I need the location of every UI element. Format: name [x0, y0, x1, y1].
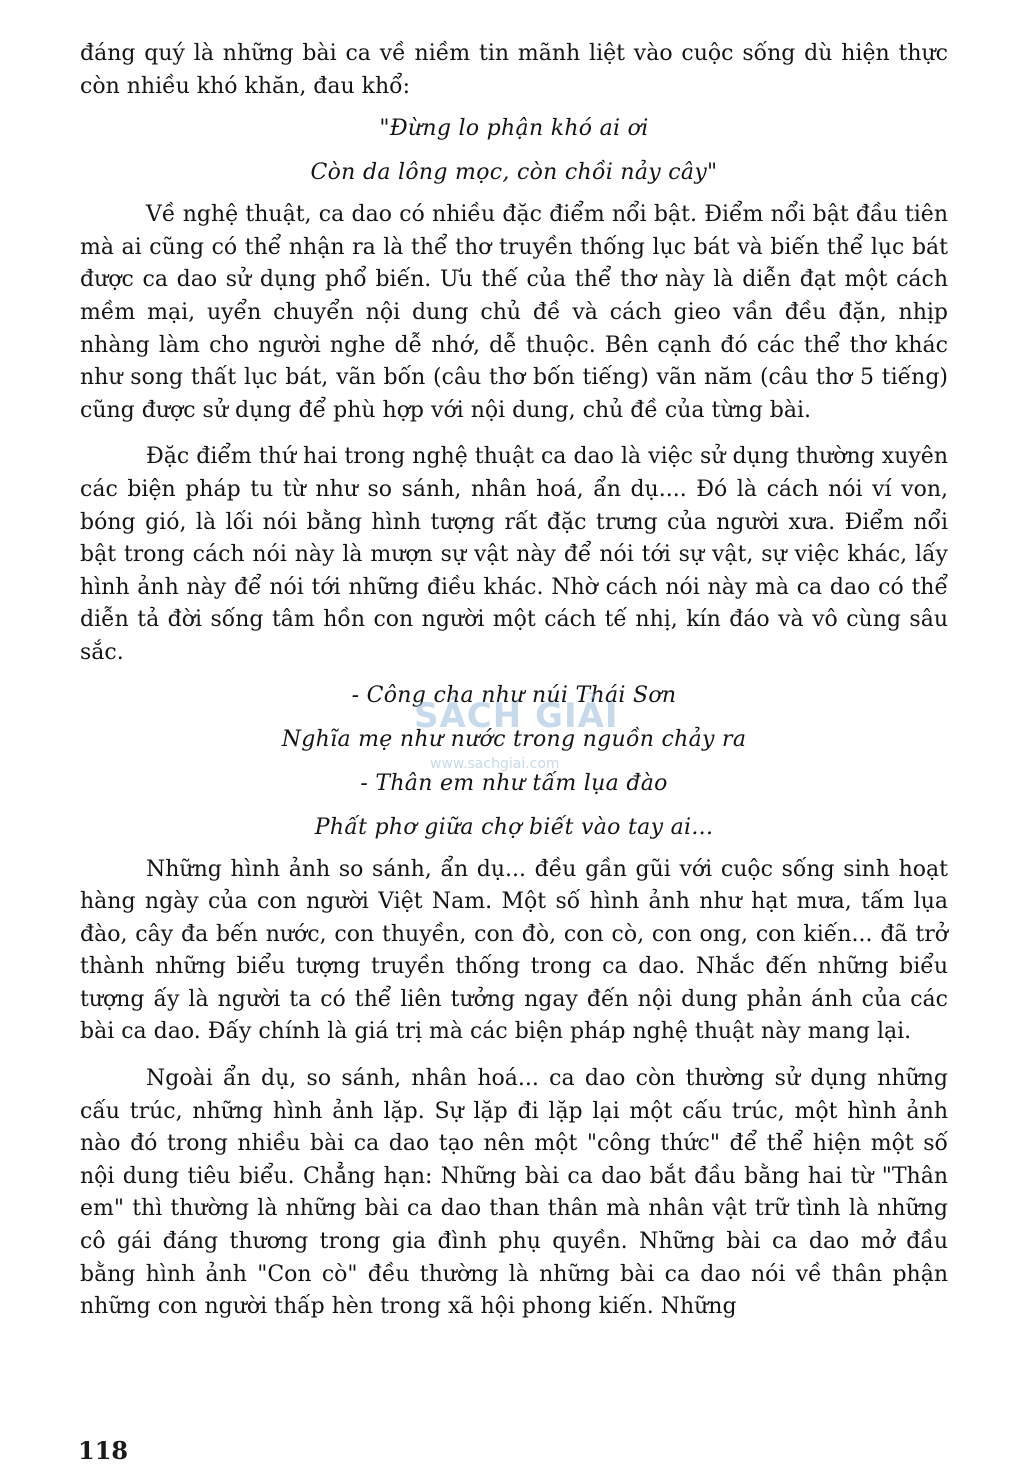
verse-line: "Đừng lo phận khó ai ơi [379, 116, 649, 142]
watermark-brand: SÁCH GIẢI [414, 696, 619, 736]
paragraph: Ngoài ẩn dụ, so sánh, nhân hoá... ca dao còn thường sử dụng những cấu trúc, những hình ảnh lặp. Sự lặp đi lặp lại một cấu trúc, một hình ảnh nào đó trong nhiều bài ca dao tạo nên một "công thức" để thể hiện một số nội dung tiêu biểu. Chẳng hạn: Những bài ca dao bắt đầu bằng hai từ "Thân em" thì thường là những bài ca dao than thân mà nhân vật trữ tình là những cô gái đáng thương trong gia đình phụ quyền. Những bài ca dao mở đầu bằng hình ảnh "Con cò" đều thường là những bài ca dao nói về thân phận những con người thấp hèn trong xã hội phong kiến. Những [80, 1066, 948, 1320]
verse-line: - Công cha như núi Thái Sơn [351, 682, 677, 708]
verse-line: Phất phơ giữa chợ biết vào tay ai... [314, 814, 714, 840]
paragraph: đáng quý là những bài ca về niềm tin mãnh liệt vào cuộc sống dù hiện thực còn nhiều khó khăn, đau khổ: [80, 41, 948, 99]
verse-line: Nghĩa mẹ như nước trong nguồn chảy ra [281, 726, 747, 752]
paragraph: Những hình ảnh so sánh, ẩn dụ... đều gần gũi với cuộc sống sinh hoạt hàng ngày của con người Việt Nam. Một số hình ảnh như hạt mưa, tấm lụa đào, cây đa bến nước, con thuyền, con đò, con cò, con ong, con kiến... đã trở thành những biểu tượng truyền thống trong ca dao. Nhắc đến những biểu tượng ấy là người ta có thể liên tưởng ngay đến nội dung phản ánh của các bài ca dao. Đấy chính là giá trị mà các biện pháp nghệ thuật này mang lại. [80, 856, 948, 1045]
verse-block [80, 107, 948, 195]
verse-line: - Thân em như tấm lụa đào [360, 770, 668, 796]
verse-line: Còn da lông mọc, còn chồi nảy cây" [310, 160, 718, 186]
paragraph: Đặc điểm thứ hai trong nghệ thuật ca dao là việc sử dụng thường xuyên các biện pháp tu từ như so sánh, nhân hoá, ẩn dụ.... Đó là cách nói ví von, bóng gió, là lối nói bằng hình tượng rất đặc trưng của người xưa. Điểm nổi bật trong cách nói này là mượn sự vật này để nói tới sự vật, sự việc khác, lấy hình ảnh này để nói tới những điều khác. Nhờ cách nói này mà ca dao có thể diễn tả đời sống tâm hồn con người một cách tế nhị, kín đáo và vô cùng sâu sắc. [80, 444, 948, 665]
page-body [80, 38, 948, 1324]
watermark-url: www.sachgiai.com [430, 756, 560, 772]
paragraph: Về nghệ thuật, ca dao có nhiều đặc điểm nổi bật. Điểm nổi bật đầu tiên mà ai cũng có thể nhận ra là thể thơ truyền thống lục bát và biến thể lục bát được ca dao sử dụng phổ biến. Ưu thế của thể thơ này là diễn đạt một cách mềm mại, uyển chuyển nội dung chủ đề và cách gieo vần đều đặn, nhịp nhàng làm cho người nghe dễ nhớ, dễ thuộc. Bên cạnh đó các thể thơ khác như song thất lục bát, vãn bốn (câu thơ bốn tiếng) vãn năm (câu thơ 5 tiếng) cũng được sử dụng để phù hợp với nội dung, chủ đề của từng bài. [80, 202, 948, 423]
page-number: 118 [78, 1436, 129, 1465]
verse-block [80, 674, 948, 850]
